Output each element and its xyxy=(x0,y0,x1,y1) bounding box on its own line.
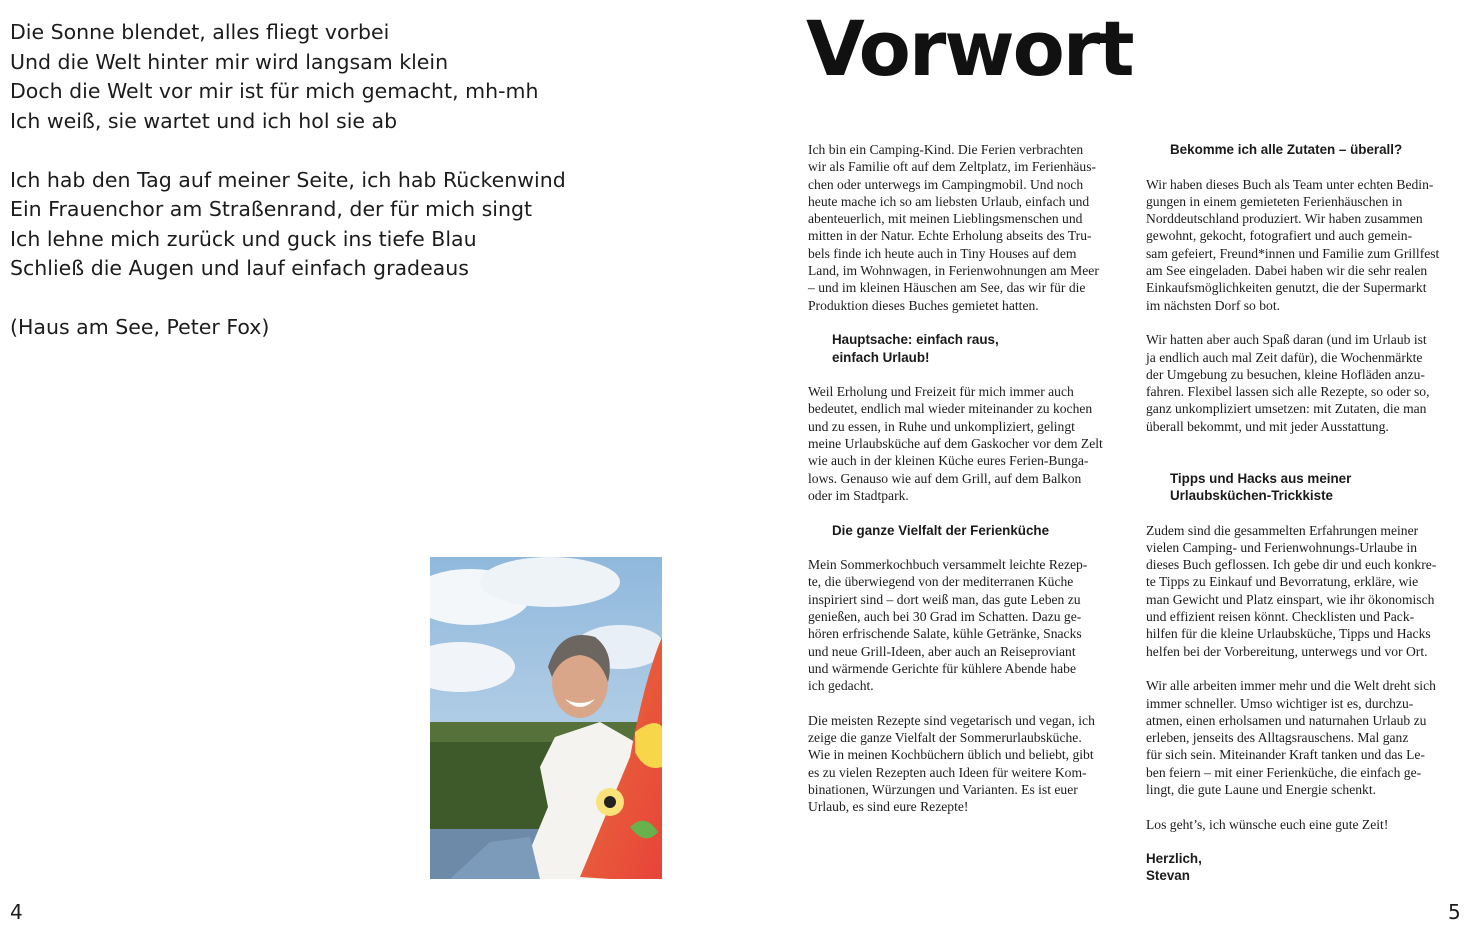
section-heading xyxy=(832,331,1126,366)
text-line: und wärmende Gerichte für kühlere Abende habe xyxy=(808,660,1076,676)
text-line: und effizient reisen könnt. Checklisten und Pack- xyxy=(1146,609,1415,625)
text-line: Produktion dieses Buches gemietet hatten. xyxy=(808,297,1039,313)
text-line: te, die überwiegend von der mediterranen Küche xyxy=(808,574,1074,590)
text-line: lows. Genauso wie auf dem Grill, auf dem Balkon xyxy=(808,470,1082,486)
section-heading xyxy=(832,522,1126,539)
text-line: Bekomme ich alle Zutaten – überall? xyxy=(1170,142,1403,157)
text-line: helfen bei der Vorbereitung, unterwegs und vor Ort. xyxy=(1146,643,1428,659)
text-line: bedeutet, endlich mal wieder miteinander zu kochen xyxy=(808,401,1093,417)
text-line: heute mache ich so am liebsten Urlaub, einfach und xyxy=(808,193,1090,209)
sign-off xyxy=(1146,850,1460,885)
text-line: ja endlich auch mal Zeit dafür), die Wochenmärkte xyxy=(1146,349,1423,365)
text-line: man Gewicht und Platz einspart, wie ihr ökonomisch xyxy=(1146,591,1435,607)
text-line: erleben, jenseits des Alltagsrauschens. Mal ganz xyxy=(1146,730,1409,746)
section-heading xyxy=(1170,141,1460,158)
paragraph xyxy=(1146,176,1460,314)
poem-line: (Haus am See, Peter Fox) xyxy=(10,315,270,339)
paragraph xyxy=(1146,816,1460,833)
poem-line: Ich weiß, sie wartet und ich hol sie ab xyxy=(10,108,398,133)
page-title: Vorwort xyxy=(806,4,1133,93)
text-line: Einkaufsmöglichkeiten genutzt, die der Supermarkt xyxy=(1146,280,1427,296)
text-line: Tipps und Hacks aus meiner xyxy=(1170,470,1352,486)
paragraph xyxy=(1146,331,1460,435)
text-line: der Umgebung zu besuchen, kleine Hofläden anzu- xyxy=(1146,366,1425,382)
text-line: fahren. Flexibel lassen sich alle Rezepte, so oder so, xyxy=(1146,384,1430,400)
text-column-2 xyxy=(1146,141,1460,885)
text-line: und neue Grill-Ideen, aber auch an Reiseproviant xyxy=(808,643,1076,659)
text-line: binationen, Würzungen und Varianten. Es ist euer xyxy=(808,781,1078,797)
text-line: Hauptsache: einfach raus, xyxy=(832,332,999,348)
text-line: im nächsten Dorf so bot. xyxy=(1146,297,1281,313)
text-line: Wir haben dieses Buch als Team unter echten Bedin- xyxy=(1146,176,1434,192)
page-number-right: 5 xyxy=(1448,900,1461,924)
poem-line: Ich lehne mich zurück und guck ins tiefe Blau xyxy=(10,226,477,251)
text-column-1 xyxy=(808,141,1126,833)
text-line: Urlaubsküchen-Trickkiste xyxy=(1170,487,1333,503)
text-line: Wir hatten aber auch Spaß daran (und im Urlaub ist xyxy=(1146,332,1427,348)
poem-stanza xyxy=(10,313,610,343)
text-line: immer schneller. Umso wichtiger ist es, durchzu- xyxy=(1146,695,1414,711)
text-line: chen oder unterwegs im Campingmobil. Und noch xyxy=(808,176,1084,192)
text-line: Land, im Wohnwagen, in Ferienwohnungen am Meer xyxy=(808,263,1099,279)
text-line: einfach Urlaub! xyxy=(832,349,930,365)
text-line: es zu vielen Rezepten auch Ideen für weitere Kom- xyxy=(808,764,1087,780)
paragraph xyxy=(808,383,1126,504)
text-line: Ich bin ein Camping-Kind. Die Ferien verbrachten xyxy=(808,142,1084,157)
paragraph xyxy=(808,556,1126,694)
text-line: ganz unkompliziert umsetzen: mit Zutaten, die man xyxy=(1146,401,1427,417)
author-photo xyxy=(430,557,662,879)
text-line: überall bekommt, und mit jeder Ausstattung. xyxy=(1146,418,1389,434)
spacer xyxy=(1146,452,1460,469)
poem-line: Ein Frauenchor am Straßenrand, der für mich singt xyxy=(10,197,533,221)
text-line: bels finde ich heute auch in Tiny Houses auf dem xyxy=(808,245,1077,261)
poem-line: Ich hab den Tag auf meiner Seite, ich hab Rückenwind xyxy=(10,167,566,192)
text-line: hilfen für die kleine Urlaubsküche, Tipps und Hacks xyxy=(1146,626,1431,642)
text-line: vielen Camping- und Ferienwohnungs-Urlaube in xyxy=(1146,539,1418,555)
text-line: Die meisten Rezepte sind vegetarisch und vegan, ich xyxy=(808,712,1095,728)
text-line: gungen in einem gemieteten Ferienhäuschen in xyxy=(1146,193,1403,209)
text-line: am See eingeladen. Dabei haben wir die sehr realen xyxy=(1146,263,1428,279)
paragraph xyxy=(808,712,1126,816)
text-line: mitten in der Natur. Echte Erholung abseits des Tru- xyxy=(808,228,1092,244)
text-line: Urlaub, es sind eure Rezepte! xyxy=(808,799,969,815)
text-line: für sich sein. Miteinander Kraft tanken und das Le- xyxy=(1146,747,1425,763)
poem-line: Die Sonne blendet, alles fliegt vorbei xyxy=(10,20,390,44)
text-line: – und im kleinen Häuschen am See, das wir für die xyxy=(808,280,1086,296)
paragraph xyxy=(1146,522,1460,660)
text-line: atmen, einen erholsamen und naturnahen Urlaub zu xyxy=(1146,712,1427,728)
text-line: abenteuerlich, mit meinen Lieblingsmenschen und xyxy=(808,211,1083,227)
poem-stanza xyxy=(10,18,610,136)
text-line: Die ganze Vielfalt der Ferienküche xyxy=(832,522,1050,538)
poem-line: Und die Welt hinter mir wird langsam klein xyxy=(10,49,449,74)
text-line: lingt, die gute Laune und Energie schenkt. xyxy=(1146,781,1377,797)
text-line: wie auch in der kleinen Küche eures Ferien-Bunga- xyxy=(808,453,1089,469)
paragraph xyxy=(808,141,1126,314)
text-line: Los geht’s, ich wünsche euch eine gute Zeit! xyxy=(1146,816,1389,832)
text-line: oder im Stadtpark. xyxy=(808,487,909,503)
paragraph xyxy=(1146,677,1460,798)
section-heading xyxy=(1170,470,1460,505)
text-line: Weil Erholung und Freizeit für mich immer auch xyxy=(808,384,1074,400)
text-line: Zudem sind die gesammelten Erfahrungen meiner xyxy=(1146,522,1419,538)
text-line: Wie in meinen Kochbüchern üblich und beliebt, gibt xyxy=(808,747,1094,763)
text-line: Herzlich, xyxy=(1146,851,1202,867)
text-line: und zu essen, in Ruhe und unkompliziert, gelingt xyxy=(808,418,1075,434)
text-line: ben feiern – mit einer Ferienküche, die einfach ge- xyxy=(1146,764,1422,780)
text-line: gewohnt, gekocht, fotografiert und auch gemein- xyxy=(1146,228,1413,244)
text-line: genießen, auch bei 30 Grad im Schatten. Dazu ge- xyxy=(808,609,1082,625)
text-line: ich gedacht. xyxy=(808,678,874,694)
poem-stanza xyxy=(10,166,610,284)
text-line: sam gefeiert, Freund*innen und Familie zum Grillfest xyxy=(1146,245,1440,261)
poem xyxy=(10,18,610,372)
page-number-left: 4 xyxy=(10,900,23,924)
text-line: Norddeutschland produziert. Wir haben zusammen xyxy=(1146,211,1423,227)
text-line: zeige die ganze Vielfalt der Sommerurlaubsküche. xyxy=(808,730,1082,746)
poem-line: Schließ die Augen und lauf einfach gradeaus xyxy=(10,256,469,280)
text-line: te Tipps zu Einkauf und Bevorratung, erkläre, wie xyxy=(1146,574,1419,590)
text-line: Wir alle arbeiten immer mehr und die Welt dreht sich xyxy=(1146,678,1436,694)
text-line: dieses Buch geflossen. Ich gebe dir und euch konkre- xyxy=(1146,557,1437,573)
text-line: meine Urlaubsküche auf dem Gaskocher vor dem Zelt xyxy=(808,436,1103,452)
text-line: wir als Familie oft auf dem Zeltplatz, im Ferienhäus- xyxy=(808,159,1097,175)
poem-line: Doch die Welt vor mir ist für mich gemacht, mh-mh xyxy=(10,79,539,103)
text-line: Mein Sommerkochbuch versammelt leichte Rezep- xyxy=(808,557,1088,573)
text-line: Stevan xyxy=(1146,868,1190,884)
text-line: hören erfrischende Salate, kühle Getränke, Snacks xyxy=(808,626,1082,642)
text-line: inspiriert sind – dort weiß man, das gute Leben zu xyxy=(808,591,1081,607)
